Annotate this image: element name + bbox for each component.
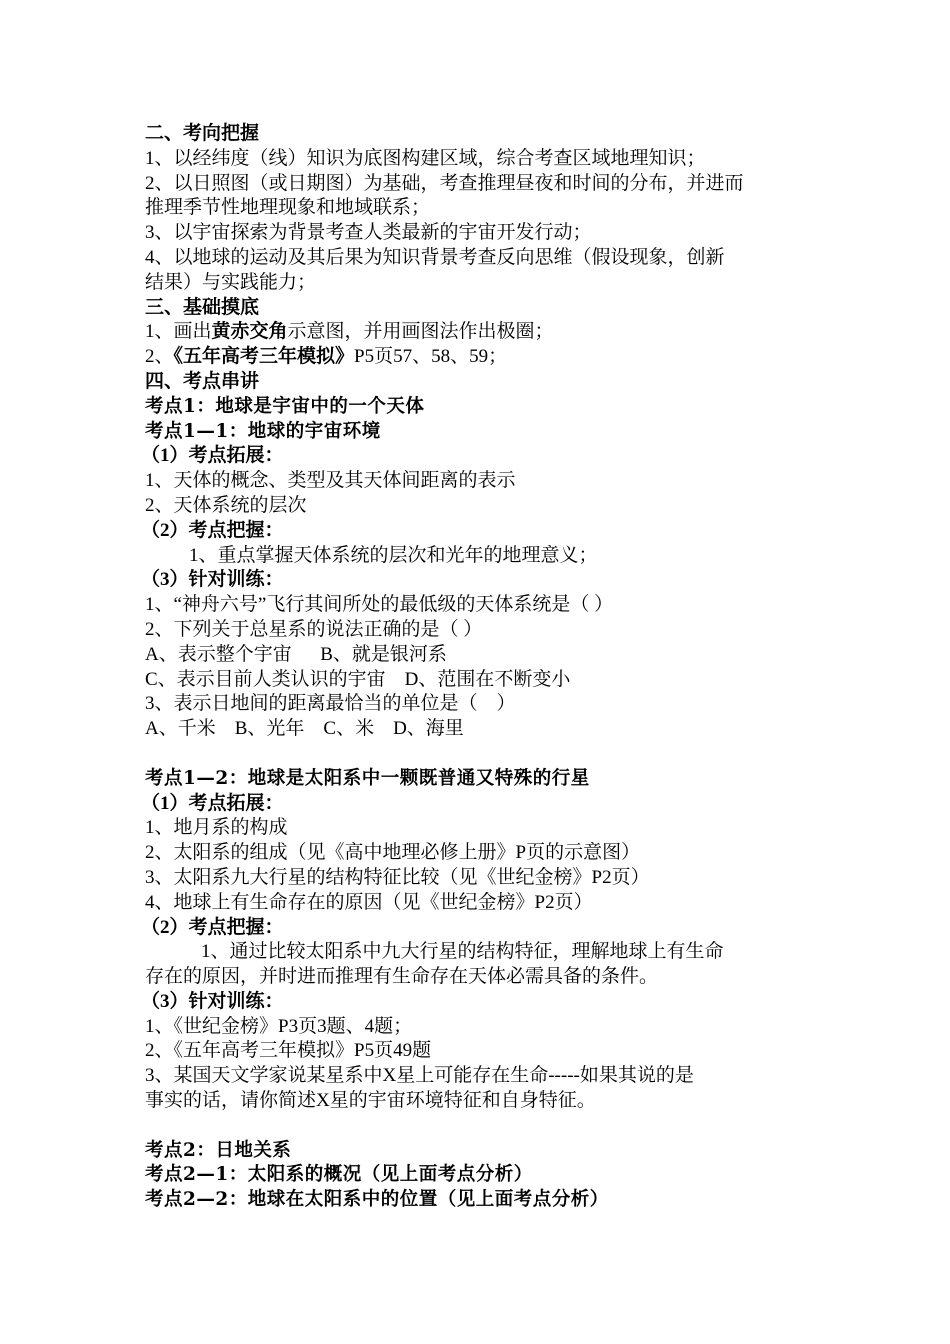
kp1-1-train-3: 3、表示日地间的距离最恰当的单位是（ ） (145, 693, 516, 715)
s2-item-4-cont: 结果）与实践能力； (145, 271, 317, 293)
spacer (145, 1114, 815, 1139)
s3-item-2 (145, 345, 815, 370)
spacer (145, 742, 815, 767)
s2-item-2-cont: 推理季节性地理现象和地域联系； (145, 197, 431, 219)
kp1-2-train-1: 1、《世纪金榜》P3页3题、4题； (145, 1015, 413, 1037)
kp1-1-train-2-options-cd: C、表示目前人类认识的宇宙 D、范围在不断变小 (145, 668, 571, 690)
s2-item-1: 1、以经纬度（线）知识为底图构建区域，综合考查区域地理知识； (145, 147, 706, 169)
kp2-2-title: 考点2—2：地球在太阳系中的位置（见上面考点分析） (145, 1189, 609, 1211)
kp1-2-title: 考点1—2：地球是太阳系中一颗既普通又特殊的行星 (145, 767, 590, 789)
kp1-1-train-1: 1、“神舟六号”飞行其间所处的最低级的天体系统是（ ） (145, 594, 614, 616)
kp1-2-expand-label: （1）考点拓展： (141, 792, 284, 814)
kp1-2-grasp-2: 存在的原因，并时进而推理有生命存在天体必需具备的条件。 (145, 966, 659, 988)
s3-item-1-pre: 1、画出 (145, 321, 212, 343)
kp1-2-train-3: 3、某国天文学家说某星系中X星上可能存在生命-----如果其说的是 (145, 1065, 694, 1087)
kp1-2-expand-3: 3、太阳系九大行星的结构特征比较（见《世纪金榜》P2页） (145, 866, 650, 888)
s3-item-1-post: 示意图，并用画图法作出极圈； (287, 321, 554, 343)
section-4-heading: 四、考点串讲 (145, 370, 260, 392)
kp1-title: 考点1：地球是宇宙中的一个天体 (145, 395, 425, 417)
s3-item-2-pre: 2、 (145, 346, 174, 368)
kp1-1-train-label: （3）针对训练： (141, 569, 284, 591)
kp1-1-grasp: 1、重点掌握天体系统的层次和光年的地理意义； (189, 544, 598, 566)
kp1-1-expand-1: 1、天体的概念、类型及其天体间距离的表示 (145, 470, 516, 492)
kp1-1-grasp-label: （2）考点把握： (141, 519, 284, 541)
kp1-1-title: 考点1—1：地球的宇宙环境 (145, 420, 381, 442)
s2-item-3: 3、以宇宙探索为背景考查人类最新的宇宙开发行动； (145, 222, 592, 244)
s2-item-2: 2、以日照图（或日期图）为基础，考查推理昼夜和时间的分布，并进而 (145, 172, 744, 194)
section-2-heading: 二、考向把握 (145, 123, 260, 144)
kp1-2-expand-4: 4、地球上有生命存在的原因（见《世纪金榜》P2页） (145, 891, 593, 913)
kp1-2-train-2: 2、《五年高考三年模拟》P5页49题 (145, 1040, 432, 1062)
kp1-2-train-label: （3）针对训练： (141, 990, 284, 1012)
kp1-1-expand-2: 2、天体系统的层次 (145, 494, 307, 516)
kp1-2-expand-1: 1、地月系的构成 (145, 817, 288, 839)
kp2-title: 考点2：日地关系 (145, 1139, 292, 1161)
s3-item-2-bold: 《五年高考三年模拟》 (173, 346, 355, 368)
kp1-1-train-2-options-ab: A、表示整个宇宙 B、就是银河系 (145, 643, 447, 665)
s3-item-1-bold: 黄赤交角 (211, 321, 288, 343)
kp1-1-expand-label: （1）考点拓展： (141, 445, 284, 467)
s3-item-1 (145, 320, 815, 345)
kp1-2-grasp-label: （2）考点把握： (141, 916, 284, 938)
s3-item-2-post: P5页57、58、59； (354, 346, 508, 368)
kp2-1-title: 考点2—1：太阳系的概况（见上面考点分析） (145, 1164, 533, 1186)
kp1-2-grasp-1: 1、通过比较太阳系中九大行星的结构特征，理解地球上有生命 (201, 941, 724, 963)
kp1-1-train-2: 2、下列关于总星系的说法正确的是（ ） (145, 618, 483, 640)
kp1-2-expand-2: 2、太阳系的组成（见《高中地理必修上册》P页的示意图） (145, 842, 641, 864)
s2-item-4: 4、以地球的运动及其后果为知识背景考查反向思维（假设现象，创新 (145, 246, 725, 268)
document-page (141, 122, 815, 1213)
kp1-2-train-3-cont: 事实的话，请你简述X星的宇宙环境特征和自身特征。 (145, 1090, 596, 1112)
kp1-1-train-3-options: A、千米 B、光年 C、米 D、海里 (145, 718, 464, 740)
section-3-heading: 三、基础摸底 (145, 296, 260, 318)
